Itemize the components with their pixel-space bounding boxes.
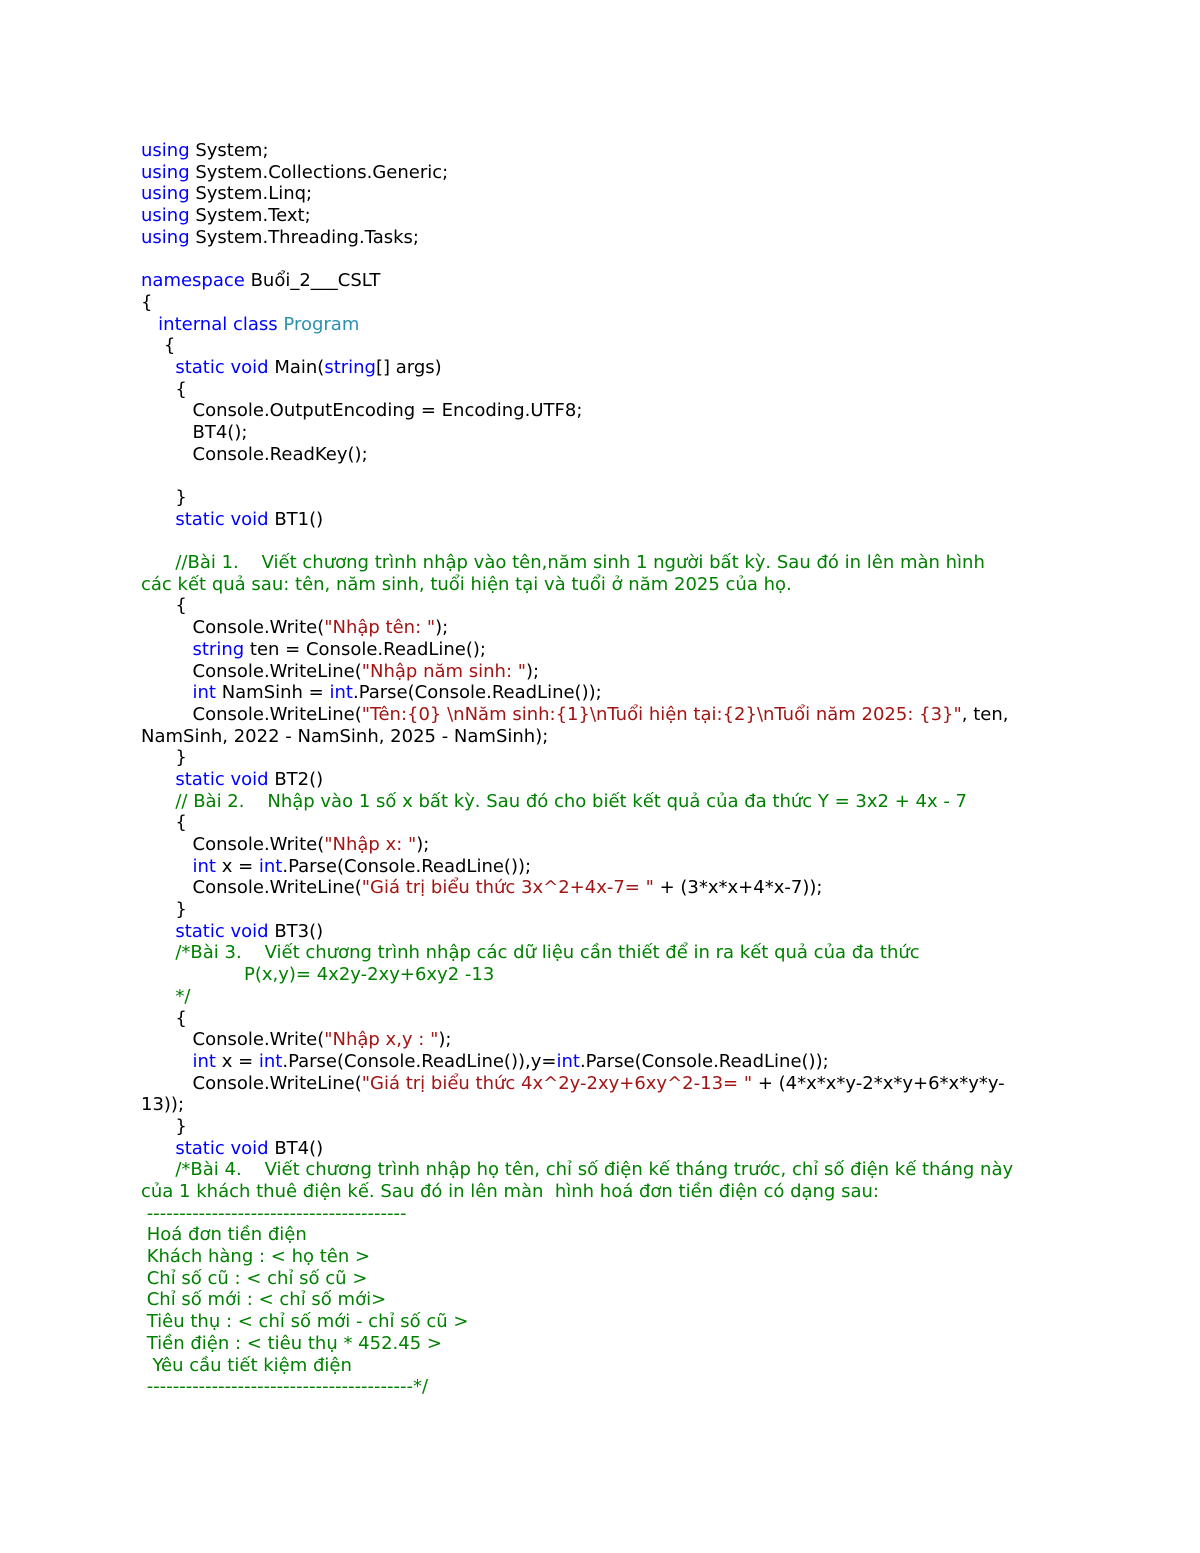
code-line	[141, 682, 1081, 704]
code-line	[141, 834, 1081, 856]
code-line	[141, 964, 1081, 986]
code-line	[141, 1116, 1081, 1138]
code-line	[141, 335, 1081, 357]
code-token-plain: Buổi_2___CSLT	[244, 270, 381, 292]
code-token-plain: }	[141, 899, 187, 921]
code-token-plain: {	[141, 1007, 187, 1029]
code-line	[141, 726, 1081, 748]
code-line	[141, 552, 1081, 574]
code-line	[141, 1029, 1081, 1051]
code-token-kw: static	[175, 768, 225, 790]
code-token-comment: Tiêu thụ : < chỉ số mới - chỉ số cũ >	[141, 1311, 469, 1333]
code-line	[141, 248, 1081, 270]
code-token-plain: .Parse(Console.ReadLine()),y=	[282, 1050, 557, 1072]
code-line	[141, 942, 1081, 964]
code-line	[141, 1268, 1081, 1290]
code-line	[141, 639, 1081, 661]
code-line	[141, 791, 1081, 813]
code-line	[141, 292, 1081, 314]
code-token-str: "Nhập x,y : "	[324, 1029, 439, 1051]
code-token-type: Program	[283, 313, 360, 335]
code-token-plain	[141, 986, 175, 1007]
code-line	[141, 1203, 1081, 1225]
code-token-kw: int	[329, 682, 353, 704]
code-token-comment: /*Bài 3. Viết chương trình nhập các dữ liệu cần thiết để in ra kết quả của đa thức	[175, 942, 920, 964]
code-token-plain	[141, 921, 175, 942]
code-line	[141, 704, 1081, 726]
code-token-plain: System.Threading.Tasks;	[189, 226, 419, 248]
code-token-kw: int	[192, 855, 216, 877]
code-token-kw: string	[324, 356, 376, 378]
code-line	[141, 1138, 1081, 1160]
code-line	[141, 617, 1081, 639]
code-token-plain: );	[416, 834, 430, 855]
code-token-plain: .Parse(Console.ReadLine());	[282, 855, 532, 877]
code-token-plain: {	[141, 812, 187, 834]
code-token-plain: }	[141, 487, 187, 508]
code-token-comment: P(x,y)= 4x2y-2xy+6xy2 -13	[141, 964, 495, 986]
code-line	[141, 1094, 1081, 1116]
code-token-comment: Tiền điện : < tiêu thụ * 452.45 >	[141, 1332, 442, 1354]
code-token-plain: NamSinh =	[215, 682, 330, 704]
code-token-plain: BT2()	[268, 768, 324, 790]
code-token-plain: );	[438, 1029, 452, 1051]
code-token-plain: + (4*x*x*y-2*x*y+6*x*y*y-	[752, 1072, 1005, 1094]
code-token-plain: System.Collections.Generic;	[189, 161, 449, 183]
code-line	[141, 747, 1081, 769]
code-token-kw: using	[141, 140, 190, 161]
code-line	[141, 899, 1081, 921]
code-line	[141, 1051, 1081, 1073]
code-token-plain	[141, 791, 175, 812]
code-line	[141, 1333, 1081, 1355]
code-line	[141, 574, 1081, 596]
code-token-plain	[141, 1159, 175, 1180]
code-line	[141, 270, 1081, 292]
code-line	[141, 1311, 1081, 1333]
code-token-plain: );	[435, 617, 449, 639]
code-line	[141, 357, 1081, 379]
code-line	[141, 595, 1081, 617]
code-token-plain: Console.WriteLine(	[141, 1072, 362, 1094]
code-token-kw: class	[232, 313, 278, 335]
code-line	[141, 1224, 1081, 1246]
code-line	[141, 1159, 1081, 1181]
code-token-plain: BT1()	[268, 508, 324, 530]
code-token-plain: {	[141, 335, 176, 357]
code-token-kw: int	[192, 1050, 216, 1072]
code-token-str: "Giá trị biểu thức 4x^2y-2xy+6xy^2-13= "	[361, 1072, 753, 1094]
code-line	[141, 1289, 1081, 1311]
code-line	[141, 812, 1081, 834]
code-token-plain: 13));	[141, 1094, 185, 1116]
code-token-kw: void	[230, 508, 269, 530]
code-line	[141, 986, 1081, 1008]
code-token-plain: Console.WriteLine(	[141, 703, 362, 725]
code-token-plain	[141, 1138, 175, 1159]
code-token-plain: BT4();	[141, 421, 248, 443]
code-line	[141, 1355, 1081, 1377]
code-line	[141, 1073, 1081, 1095]
code-token-plain: );	[526, 660, 540, 682]
code-token-plain: Console.Write(	[141, 617, 325, 639]
code-token-comment: /*Bài 4. Viết chương trình nhập họ tên, chỉ số điện kế tháng trước, chỉ số điện kế tháng này	[175, 1159, 1014, 1181]
code-token-str: "Nhập năm sinh: "	[361, 660, 527, 682]
code-token-plain	[141, 639, 193, 660]
code-token-plain: Console.OutputEncoding = Encoding.UTF8;	[141, 400, 583, 422]
code-token-kw: using	[141, 161, 190, 183]
code-token-plain	[141, 942, 175, 963]
code-token-comment: các kết quả sau: tên, năm sinh, tuổi hiện tại và tuổi ở năm 2025 của họ.	[141, 573, 792, 595]
code-line	[141, 400, 1081, 422]
code-line	[141, 379, 1081, 401]
code-line	[141, 162, 1081, 184]
code-token-kw: static	[175, 1137, 225, 1159]
code-line	[141, 877, 1081, 899]
code-token-plain: ten = Console.ReadLine();	[244, 638, 486, 660]
code-token-plain: System;	[189, 140, 269, 161]
code-token-plain: .Parse(Console.ReadLine());	[352, 682, 602, 704]
code-token-plain	[141, 1051, 193, 1072]
code-token-kw: int	[192, 682, 216, 704]
code-token-kw: internal	[158, 313, 228, 335]
code-token-plain	[141, 682, 193, 703]
code-line	[141, 921, 1081, 943]
code-token-plain	[141, 509, 175, 530]
code-token-plain: x =	[215, 1050, 259, 1072]
code-token-kw: void	[230, 1137, 269, 1159]
code-token-plain: {	[141, 291, 153, 313]
code-token-plain: Console.WriteLine(	[141, 877, 362, 899]
code-line	[141, 444, 1081, 466]
code-token-kw: using	[141, 183, 190, 205]
code-token-plain: System.Text;	[189, 205, 311, 227]
code-token-kw: namespace	[141, 270, 245, 292]
code-token-kw: using	[141, 226, 190, 248]
code-token-kw: int	[258, 855, 283, 877]
code-token-str: "Nhập x: "	[324, 834, 417, 855]
code-token-kw: int	[556, 1050, 580, 1072]
code-line	[141, 1376, 1081, 1398]
code-token-comment: //Bài 1. Viết chương trình nhập vào tên,năm sinh 1 người bất kỳ. Sau đó in lên màn hình	[175, 552, 985, 574]
code-token-plain: [] args)	[375, 356, 442, 378]
code-line	[141, 227, 1081, 249]
code-line	[141, 1246, 1081, 1268]
code-token-kw: void	[230, 920, 269, 942]
code-token-str: "Nhập tên: "	[324, 617, 436, 639]
code-line	[141, 205, 1081, 227]
code-line	[141, 465, 1081, 487]
code-token-kw: string	[192, 638, 245, 660]
code-token-kw: void	[230, 356, 269, 378]
code-token-kw: static	[175, 920, 225, 942]
code-token-kw: using	[141, 205, 190, 227]
code-line	[141, 769, 1081, 791]
code-token-plain: }	[141, 1115, 187, 1137]
code-line	[141, 422, 1081, 444]
code-token-plain: }	[141, 747, 187, 769]
code-token-comment: */	[175, 985, 191, 1007]
code-token-kw: static	[175, 356, 225, 378]
code-token-str: "Tên:{0} \nNăm sinh:{1}\nTuổi hiện tại:{2}\nTuổi năm 2025: {3}"	[361, 703, 962, 725]
code-token-plain: Console.Write(	[141, 834, 325, 855]
code-token-comment: Yêu cầu tiết kiệm điện	[141, 1354, 352, 1376]
code-token-comment: Chỉ số cũ : < chỉ số cũ >	[141, 1267, 368, 1289]
code-line	[141, 530, 1081, 552]
code-token-comment: ----------------------------------------	[141, 1202, 407, 1224]
code-token-plain: Console.Write(	[141, 1029, 325, 1051]
code-listing	[141, 140, 1081, 1398]
code-token-comment: // Bài 2. Nhập vào 1 số x bất kỳ. Sau đó cho biết kết quả của đa thức Y = 3x2 + 4x - 7	[175, 790, 967, 812]
code-line	[141, 856, 1081, 878]
code-token-str: "Giá trị biểu thức 3x^2+4x-7= "	[361, 877, 654, 899]
code-token-comment: Chỉ số mới : < chỉ số mới>	[141, 1289, 387, 1311]
code-token-comment: Khách hàng : < họ tên >	[141, 1246, 371, 1268]
code-token-kw: int	[258, 1050, 283, 1072]
code-token-plain: BT4()	[268, 1137, 324, 1159]
code-line	[141, 1008, 1081, 1030]
code-token-plain: System.Linq;	[189, 183, 313, 205]
code-token-comment: của 1 khách thuê điện kế. Sau đó in lên màn hình hoá đơn tiền điện có dạng sau:	[141, 1181, 879, 1202]
code-token-plain: Console.ReadKey();	[141, 443, 368, 465]
code-token-comment: -----------------------------------------*/	[141, 1376, 429, 1398]
code-token-plain: {	[141, 595, 187, 617]
code-token-plain: , ten,	[961, 703, 1009, 725]
code-line	[141, 1181, 1081, 1203]
code-token-plain	[141, 769, 175, 790]
code-token-plain: Console.WriteLine(	[141, 660, 362, 682]
code-token-plain: NamSinh, 2022 - NamSinh, 2025 - NamSinh);	[141, 725, 549, 747]
code-token-kw: static	[175, 508, 225, 530]
code-token-plain: BT3()	[268, 920, 324, 942]
code-token-plain	[141, 357, 175, 378]
code-token-plain	[141, 856, 193, 877]
code-line	[141, 487, 1081, 509]
code-line	[141, 661, 1081, 683]
code-token-plain: {	[141, 378, 187, 400]
code-token-plain: x =	[215, 855, 259, 877]
code-token-plain: Main(	[268, 356, 325, 378]
code-token-plain: .Parse(Console.ReadLine());	[579, 1050, 829, 1072]
code-line	[141, 183, 1081, 205]
code-token-comment: Hoá đơn tiền điện	[141, 1224, 307, 1246]
code-token-plain	[141, 314, 158, 335]
code-token-plain: + (3*x*x+4*x-7));	[653, 877, 823, 899]
code-line	[141, 314, 1081, 336]
code-token-plain	[141, 552, 175, 573]
code-line	[141, 140, 1081, 162]
code-line	[141, 509, 1081, 531]
code-token-kw: void	[230, 768, 269, 790]
